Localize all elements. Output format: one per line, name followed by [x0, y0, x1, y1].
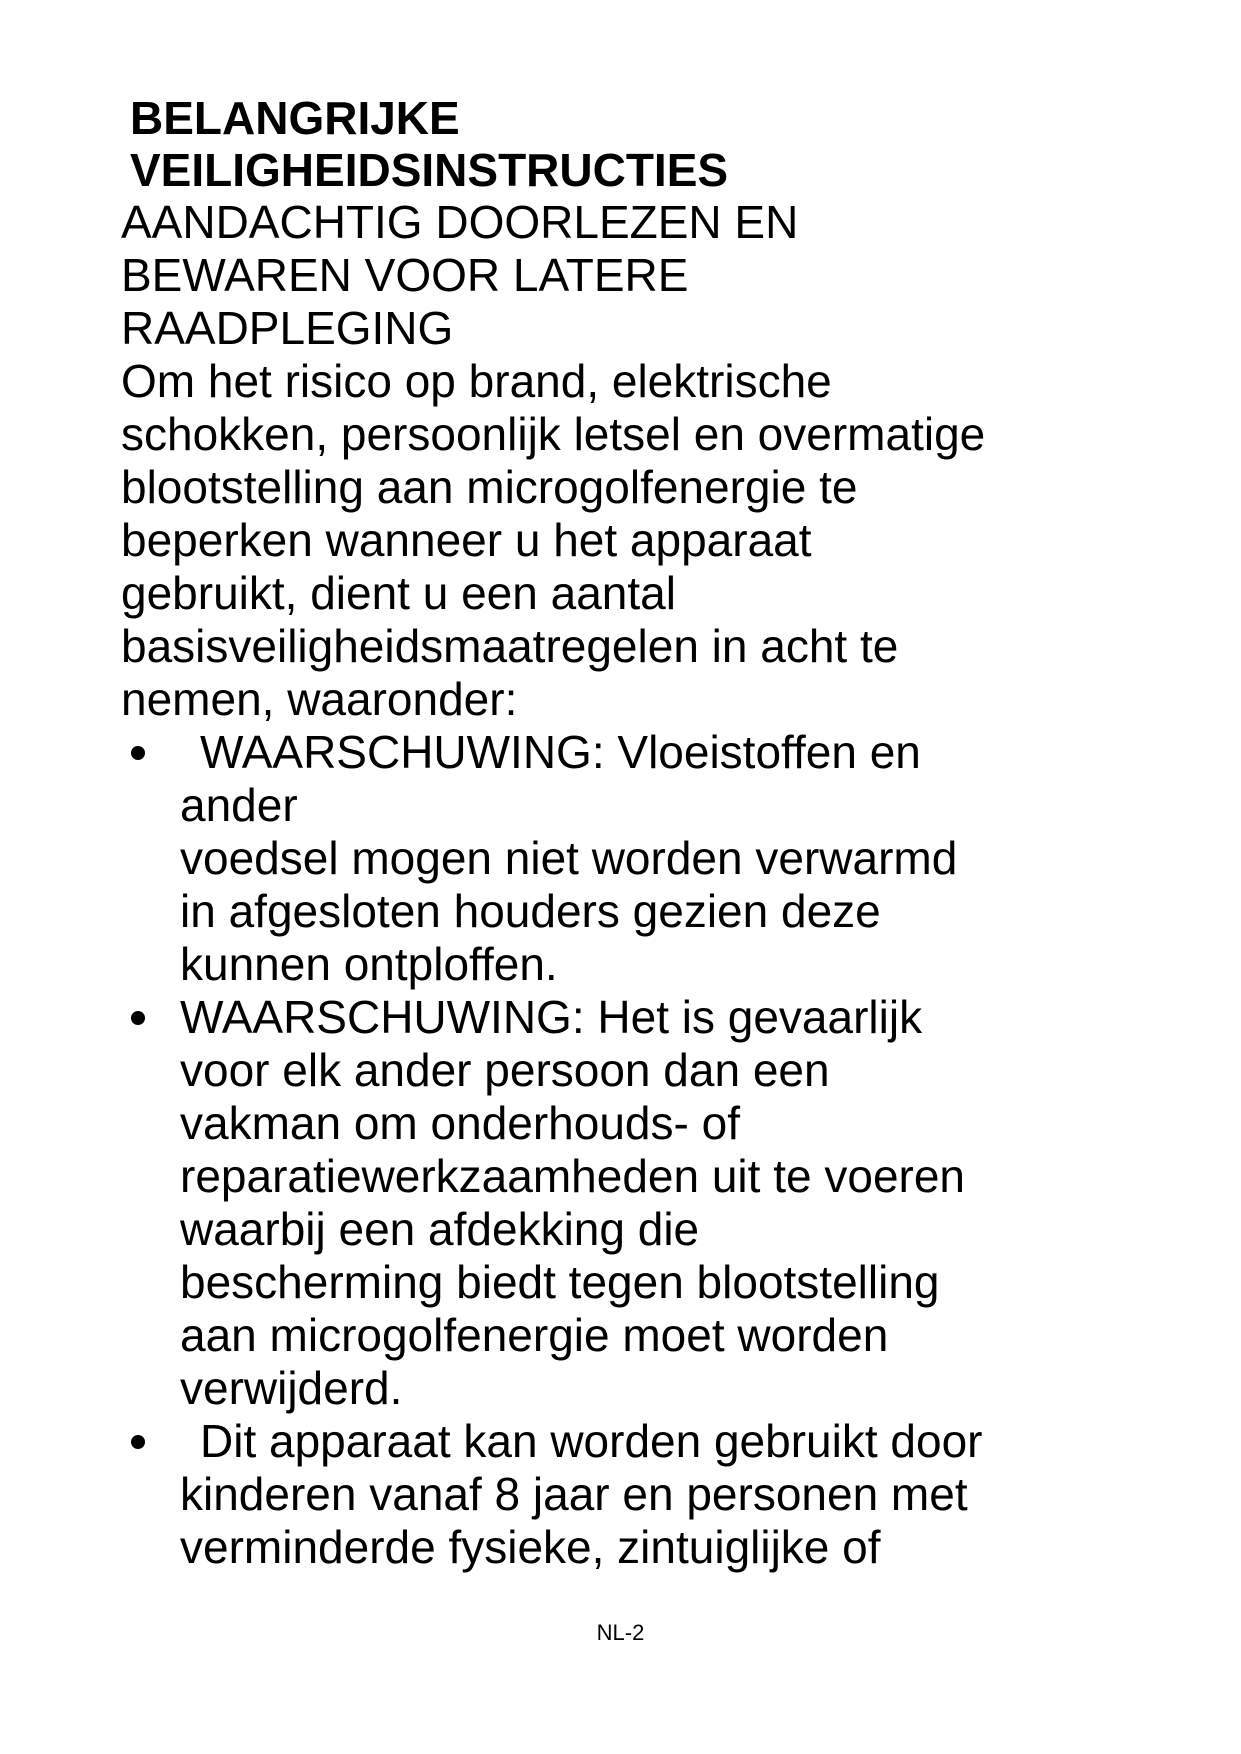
list-item-line: ander	[180, 779, 298, 831]
subheading-line-1: AANDACHTIG DOORLEZEN EN	[121, 196, 799, 248]
page-content	[121, 92, 1101, 1574]
list-item-line: bescherming biedt tegen blootstelling	[180, 1256, 940, 1308]
list-item-line: waarbij een afdekking die	[180, 1203, 700, 1255]
subheading	[121, 196, 1101, 355]
list-item-line: WAARSCHUWING: Het is gevaarlijk	[180, 991, 923, 1043]
list-item-line: kunnen ontploffen.	[180, 938, 558, 990]
heading-line-2: VEILIGHEIDSINSTRUCTIES	[130, 144, 729, 196]
list-item-line: voor elk ander persoon dan een	[180, 1044, 830, 1096]
list-item-line: kinderen vanaf 8 jaar en personen met	[180, 1468, 968, 1520]
intro-line: nemen, waaronder:	[121, 673, 518, 725]
heading-line-1: BELANGRIJKE	[130, 92, 460, 144]
intro-paragraph	[121, 355, 1101, 726]
section-heading	[130, 92, 1101, 196]
intro-line: gebruikt, dient u een aantal	[121, 567, 676, 619]
intro-line: blootstelling aan microgolfenergie te	[121, 461, 858, 513]
intro-line: basisveiligheidsmaatregelen in acht te	[121, 620, 899, 672]
list-item-line: WAARSCHUWING: Vloeistoffen en	[200, 726, 921, 778]
intro-line: beperken wanneer u het apparaat	[121, 514, 812, 566]
bullet-icon	[131, 1435, 145, 1449]
subheading-line-2: BEWAREN VOOR LATERE	[121, 249, 689, 301]
subheading-line-3: RAADPLEGING	[121, 302, 454, 354]
list-item-line: aan microgolfenergie moet worden	[180, 1309, 889, 1361]
bullet-icon	[131, 746, 145, 760]
intro-line: schokken, persoonlijk letsel en overmatige	[121, 408, 986, 460]
intro-line: Om het risico op brand, elektrische	[121, 355, 832, 407]
list-item-line: verminderde fysieke, zintuiglijke of	[180, 1521, 881, 1573]
list-item	[121, 726, 1101, 991]
list-item-line: verwijderd.	[180, 1362, 403, 1414]
list-item-line: reparatiewerkzaamheden uit te voeren	[180, 1150, 966, 1202]
safety-list	[121, 726, 1101, 1574]
list-item	[121, 1415, 1101, 1574]
bullet-icon	[131, 1011, 145, 1025]
page-number: NL-2	[596, 1620, 645, 1645]
list-item-line: voedsel mogen niet worden verwarmd	[180, 832, 958, 884]
list-item	[121, 991, 1101, 1415]
list-item-line: vakman om onderhouds- of	[180, 1097, 740, 1149]
list-item-line: Dit apparaat kan worden gebruikt door	[200, 1415, 983, 1467]
list-item-line: in afgesloten houders gezien deze	[180, 885, 881, 937]
